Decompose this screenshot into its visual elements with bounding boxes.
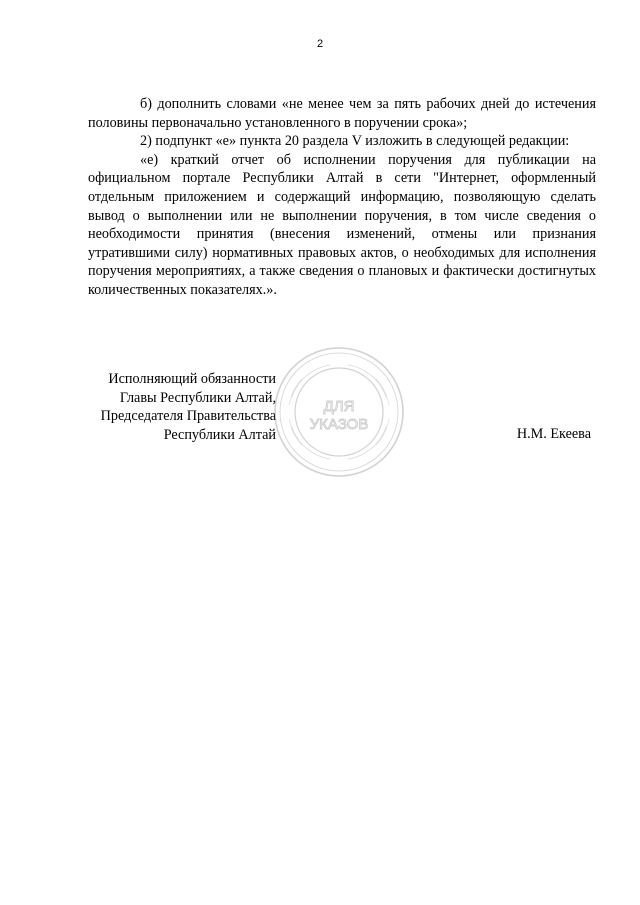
signatory-title bbox=[88, 370, 276, 444]
stamp-text-line1: ДЛЯ bbox=[323, 398, 355, 415]
page-number: 2 bbox=[316, 38, 324, 50]
official-stamp bbox=[272, 345, 406, 479]
signatory-title-line: Исполняющий обязанности bbox=[108, 371, 276, 387]
signatory-title-line: Главы Республики Алтай, bbox=[119, 389, 276, 406]
signatory-name: Н.М. Екеева bbox=[516, 426, 591, 442]
paragraph-subclause-e-intro: 2) подпункт «е» пункта 20 раздела V изложить в следующей редакции: bbox=[140, 133, 570, 150]
paragraph-amendment-b: б) дополнить словами «не менее чем за пять рабочих дней до истечения половины первоначально установленного в поручении срока»; bbox=[88, 96, 596, 131]
signatory-title-line: Республики Алтай bbox=[163, 426, 276, 443]
paragraph-subclause-e-text: «е) краткий отчет об исполнении поручения для публикации на официальном портале Республики Алтай в сети "Интернет, оформленный отдельным приложением и содержащий информацию, позволяющую сделать вывод о выполнении или не выполнении поручения, в том числе сведения о необходимости принятия (внесения изменений, отмены или признания утратившими силу) нормативных правовых актов, о необходимых для исполнения поручения мероприятиях, а также сведения о плановых и фактически достигнутых количественных показателях.». bbox=[88, 151, 596, 298]
signatory-title-line: Председателя Правительства bbox=[100, 408, 276, 425]
document-body bbox=[88, 95, 596, 300]
stamp-text-line2: УКАЗОВ bbox=[309, 416, 369, 433]
